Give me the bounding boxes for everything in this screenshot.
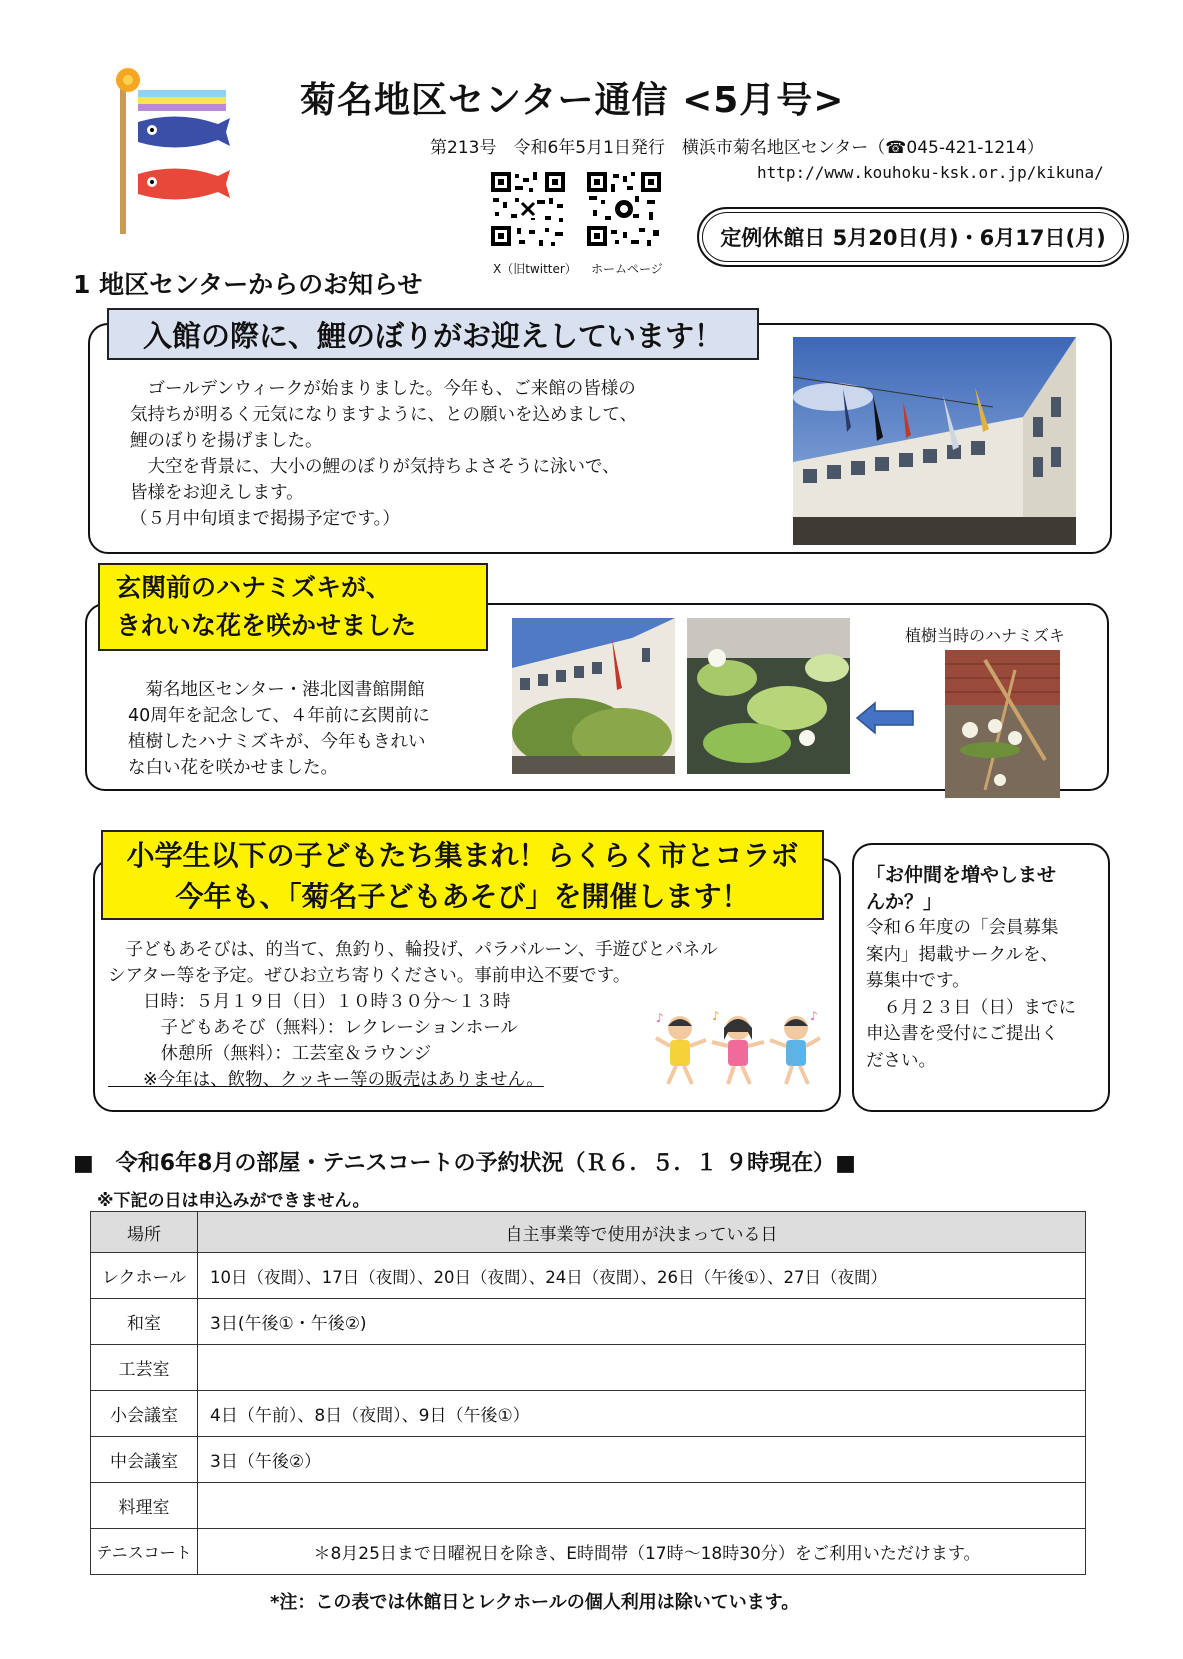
row-dates (198, 1483, 1086, 1529)
row-place: レクホール (91, 1253, 198, 1299)
koinobori-heading: 入館の際に、鯉のぼりがお迎えしています！ (107, 308, 759, 360)
row-dates: ＊8月25日まで日曜祝日を除き、E時間帯（17時～18時30分）をご利用いただけます。 (198, 1529, 1086, 1575)
col-place-header: 場所 (91, 1212, 198, 1253)
row-place: 中会議室 (91, 1437, 198, 1483)
row-place: テニスコート (91, 1529, 198, 1575)
hanamizuki-photo-caption: 植樹当時のハナミズキ (905, 626, 1066, 645)
hanamizuki-heading: 玄関前のハナミズキが、 きれいな花を咲かせました (98, 563, 488, 651)
koinobori-text: ゴールデンウィークが始まりました。今年も、ご来館の皆様の 気持ちが明るく元気になりますように、との願いを込めまして、 鯉のぼりを揚げました。 大空を背景に、大小の鯉のぼりが気持ちよさそうに泳いで、 皆様をお迎えします。 （５月中旬頃まで掲揚予定です。） (130, 379, 638, 529)
children-dancing-illustration (652, 1010, 822, 1090)
table-row (91, 1437, 1086, 1483)
hanamizuki-text: 菊名地区センター・港北図書館開館 40周年を記念して、４年前に玄関前に 植樹したハナミズキが、今年もきれい な白い花を咲かせました。 (128, 680, 430, 778)
svg-text:♪: ♪ (712, 1010, 720, 1023)
row-dates: 4日（午前）、8日（夜間）、9日（午後①） (198, 1391, 1086, 1437)
svg-text:♪: ♪ (656, 1011, 664, 1025)
table-row (91, 1529, 1086, 1575)
row-place: 工芸室 (91, 1345, 198, 1391)
row-dates: 3日(午後①・午後②) (198, 1299, 1086, 1345)
row-dates: 10日（夜間）、17日（夜間）、20日（夜間）、24日（夜間）、26日（午後①）、27日（夜間） (198, 1253, 1086, 1299)
koinobori-photo (793, 337, 1076, 545)
reservation-table (90, 1211, 1086, 1575)
kodomo-heading: 小学生以下の子どもたち集まれ！らくらく市とコラボ 今年も、「菊名子どもあそび」を開催します！ (101, 830, 824, 920)
koinobori-illustration (108, 66, 238, 236)
row-dates (198, 1345, 1086, 1391)
row-place: 小会議室 (91, 1391, 198, 1437)
table-row (91, 1299, 1086, 1345)
reservation-heading: ■ 令和6年8月の部屋・テニスコートの予約状況（Ｒ６．５．１ ９時現在）■ (73, 1151, 856, 1176)
hanamizuki-photo-closeup (687, 618, 850, 774)
newsletter-title: 菊名地区センター通信 <5月号> (300, 80, 845, 121)
col-dates-header: 自主事業等で使用が決まっている日 (198, 1212, 1086, 1253)
table-row (91, 1391, 1086, 1437)
homepage-qr-code[interactable] (585, 170, 663, 248)
table-row (91, 1253, 1086, 1299)
row-place: 料理室 (91, 1483, 198, 1529)
closed-days-badge: 定例休館日 5月20日(月)・6月17日(月) (697, 207, 1129, 267)
homepage-qr-label: ホームページ (591, 262, 663, 276)
table-row (91, 1345, 1086, 1391)
reservation-footnote: *注：この表では休館日とレクホールの個人利用は除いています。 (270, 1592, 800, 1613)
section-heading: 1 地区センターからのお知らせ (73, 270, 423, 299)
row-dates: 3日（午後②） (198, 1437, 1086, 1483)
kodomo-text: 子どもあそびは、的当て、魚釣り、輪投げ、パラバルーン、手遊びとパネル シアター等を予定。ぜひお立ち寄りください。事前申込不要です。 日時：５月１９日（日）１０時３０分～１３時 子どもあそび（無料）：レクレーションホール 休憩所（無料）：工芸室＆ラウンジ ※今年は、飲物、クッキー等の販売はありません。 (108, 940, 718, 1090)
arrow-left-icon (855, 701, 915, 735)
website-url[interactable]: http://www.kouhoku-ksk.or.jp/kikuna/ (757, 163, 1104, 182)
row-place: 和室 (91, 1299, 198, 1345)
hanamizuki-photo-building (512, 618, 675, 774)
table-row (91, 1483, 1086, 1529)
svg-text:♪: ♪ (810, 1010, 818, 1023)
x-qr-label: X（旧twitter） (493, 262, 577, 276)
x-qr-code[interactable] (489, 170, 567, 248)
table-header-row (91, 1212, 1086, 1253)
recruit-text: 「お仲間を増やしませ んか？」 令和６年度の「会員募集 案内」掲載サークルを、 募集中です。 ６月２３日（日）までに 申込書を受付にご提出く ださい。 (866, 864, 1076, 1071)
issue-line: 第213号 令和6年5月1日発行 横浜市菊名地区センター（☎045-421-1214） (430, 138, 1044, 158)
hanamizuki-photo-planting (945, 650, 1060, 798)
reservation-note: ※下記の日は申込みができません。 (97, 1191, 370, 1211)
